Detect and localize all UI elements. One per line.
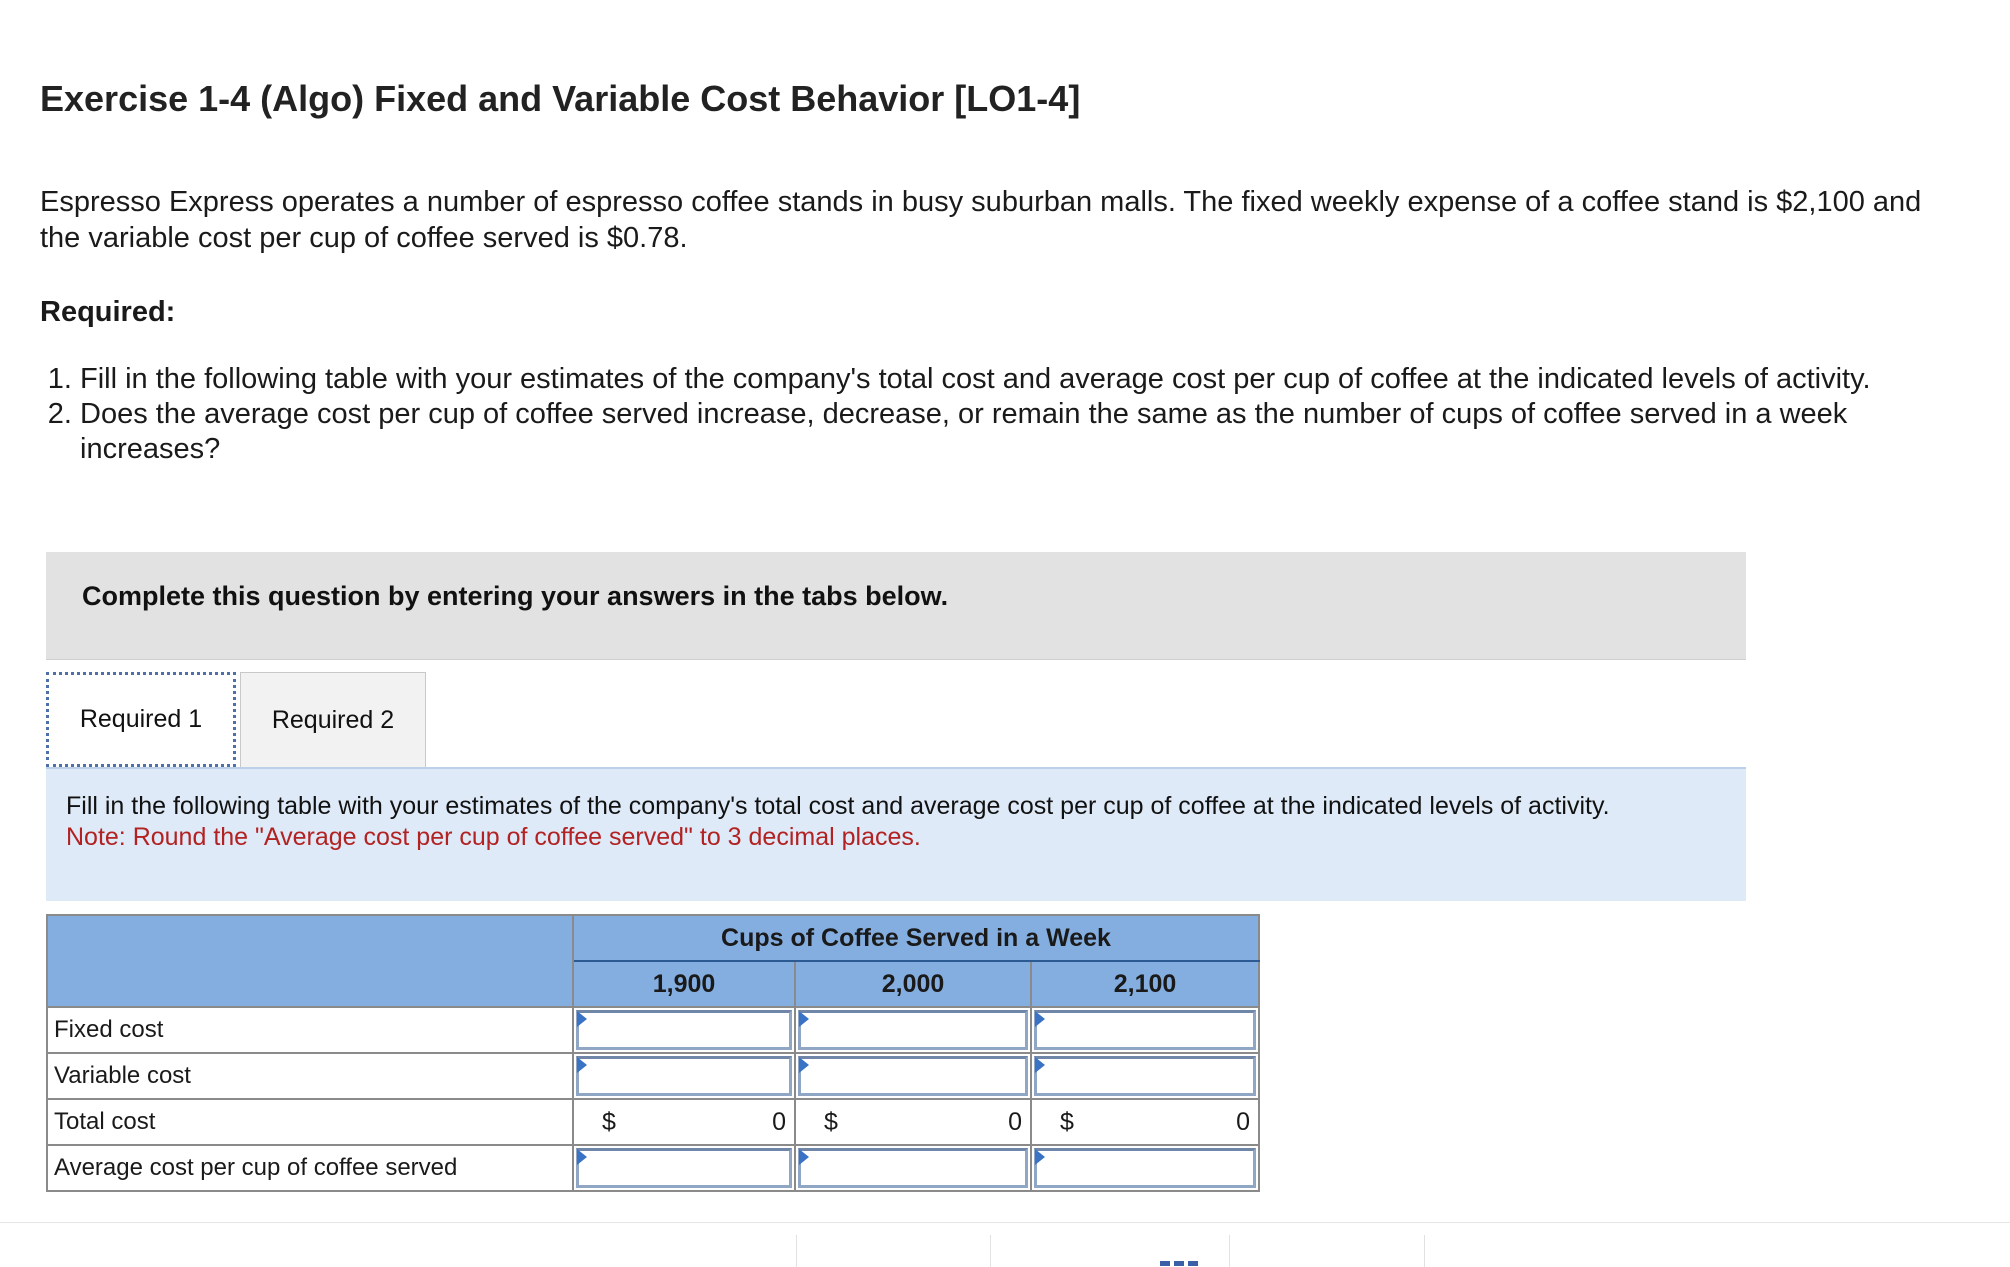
input-marker-icon — [1035, 1011, 1045, 1027]
intro-text: Espresso Express operates a number of espresso coffee stands in busy suburban malls. The fixed weekly expense of a coffee stand is $2,100 and the variable cost per cup of coffee served is $0.78. — [40, 186, 1922, 254]
currency-symbol: $ — [602, 1108, 616, 1136]
currency-symbol: $ — [824, 1108, 838, 1136]
exercise-title: Exercise 1-4 (Algo) Fixed and Variable Cost Behavior [LO1-4] — [40, 78, 1081, 119]
variable-cost-1900-input[interactable] — [573, 1053, 795, 1099]
currency-symbol: $ — [1060, 1108, 1074, 1136]
table-row-average-cost — [47, 1145, 1259, 1191]
table-header-blank — [47, 915, 573, 1007]
input-marker-icon — [577, 1149, 587, 1165]
total-cost-2000 — [795, 1099, 1031, 1145]
cost-table — [46, 914, 1260, 1192]
row-label-variable-cost: Variable cost — [47, 1053, 573, 1099]
column-header-2100: 2,100 — [1031, 961, 1259, 1007]
fixed-cost-1900-input[interactable] — [573, 1007, 795, 1053]
total-cost-1900-value: 0 — [772, 1108, 786, 1136]
table-row-variable-cost — [47, 1053, 1259, 1099]
average-cost-2100-input[interactable] — [1031, 1145, 1259, 1191]
variable-cost-2000-input[interactable] — [795, 1053, 1031, 1099]
average-cost-2000-input[interactable] — [795, 1145, 1031, 1191]
grid-menu-icon[interactable] — [1160, 1261, 1198, 1266]
banner-text: Complete this question by entering your answers in the tabs below. — [82, 581, 949, 611]
input-marker-icon — [799, 1149, 809, 1165]
tab-instructions — [46, 769, 1746, 901]
instructions-banner — [46, 552, 1746, 660]
input-marker-icon — [799, 1011, 809, 1027]
row-label-average-cost: Average cost per cup of coffee served — [47, 1145, 573, 1191]
input-marker-icon — [799, 1057, 809, 1073]
input-marker-icon — [1035, 1057, 1045, 1073]
average-cost-1900-input[interactable] — [573, 1145, 795, 1191]
required-heading: Required: — [40, 296, 176, 328]
total-cost-2100 — [1031, 1099, 1259, 1145]
input-marker-icon — [577, 1011, 587, 1027]
table-row-fixed-cost — [47, 1007, 1259, 1053]
column-header-2000: 2,000 — [795, 961, 1031, 1007]
required-item-2: 2. Does the average cost per cup of coffee served increase, decrease, or remain the same as the number of cups of coffee served in a week increases? — [80, 397, 1960, 467]
column-header-1900: 1,900 — [573, 961, 795, 1007]
nav-divider — [1229, 1235, 1230, 1267]
nav-divider — [990, 1235, 991, 1267]
nav-divider — [796, 1235, 797, 1267]
input-marker-icon — [577, 1057, 587, 1073]
nav-divider — [1424, 1235, 1425, 1267]
total-cost-2000-value: 0 — [1008, 1108, 1022, 1136]
total-cost-1900 — [573, 1099, 795, 1145]
tab-required-2[interactable]: Required 2 — [240, 672, 426, 767]
row-label-total-cost: Total cost — [47, 1099, 573, 1145]
instruction-text: Fill in the following table with your estimates of the company's total cost and average cost per cup of coffee at the indicated levels of activity. — [66, 792, 1610, 820]
bottom-navigation-bar — [0, 1222, 2010, 1267]
required-item-1: 1. Fill in the following table with your estimates of the company's total cost and average cost per cup of coffee at the indicated levels of activity. — [80, 362, 1960, 397]
table-row-total-cost — [47, 1099, 1259, 1145]
required-list — [40, 362, 1960, 467]
fixed-cost-2000-input[interactable] — [795, 1007, 1031, 1053]
tab-required-1[interactable]: Required 1 — [46, 672, 236, 767]
column-group-header: Cups of Coffee Served in a Week — [573, 915, 1259, 961]
rounding-note: Note: Round the "Average cost per cup of coffee served" to 3 decimal places. — [66, 823, 921, 851]
total-cost-2100-value: 0 — [1236, 1108, 1250, 1136]
variable-cost-2100-input[interactable] — [1031, 1053, 1259, 1099]
input-marker-icon — [1035, 1149, 1045, 1165]
row-label-fixed-cost: Fixed cost — [47, 1007, 573, 1053]
fixed-cost-2100-input[interactable] — [1031, 1007, 1259, 1053]
